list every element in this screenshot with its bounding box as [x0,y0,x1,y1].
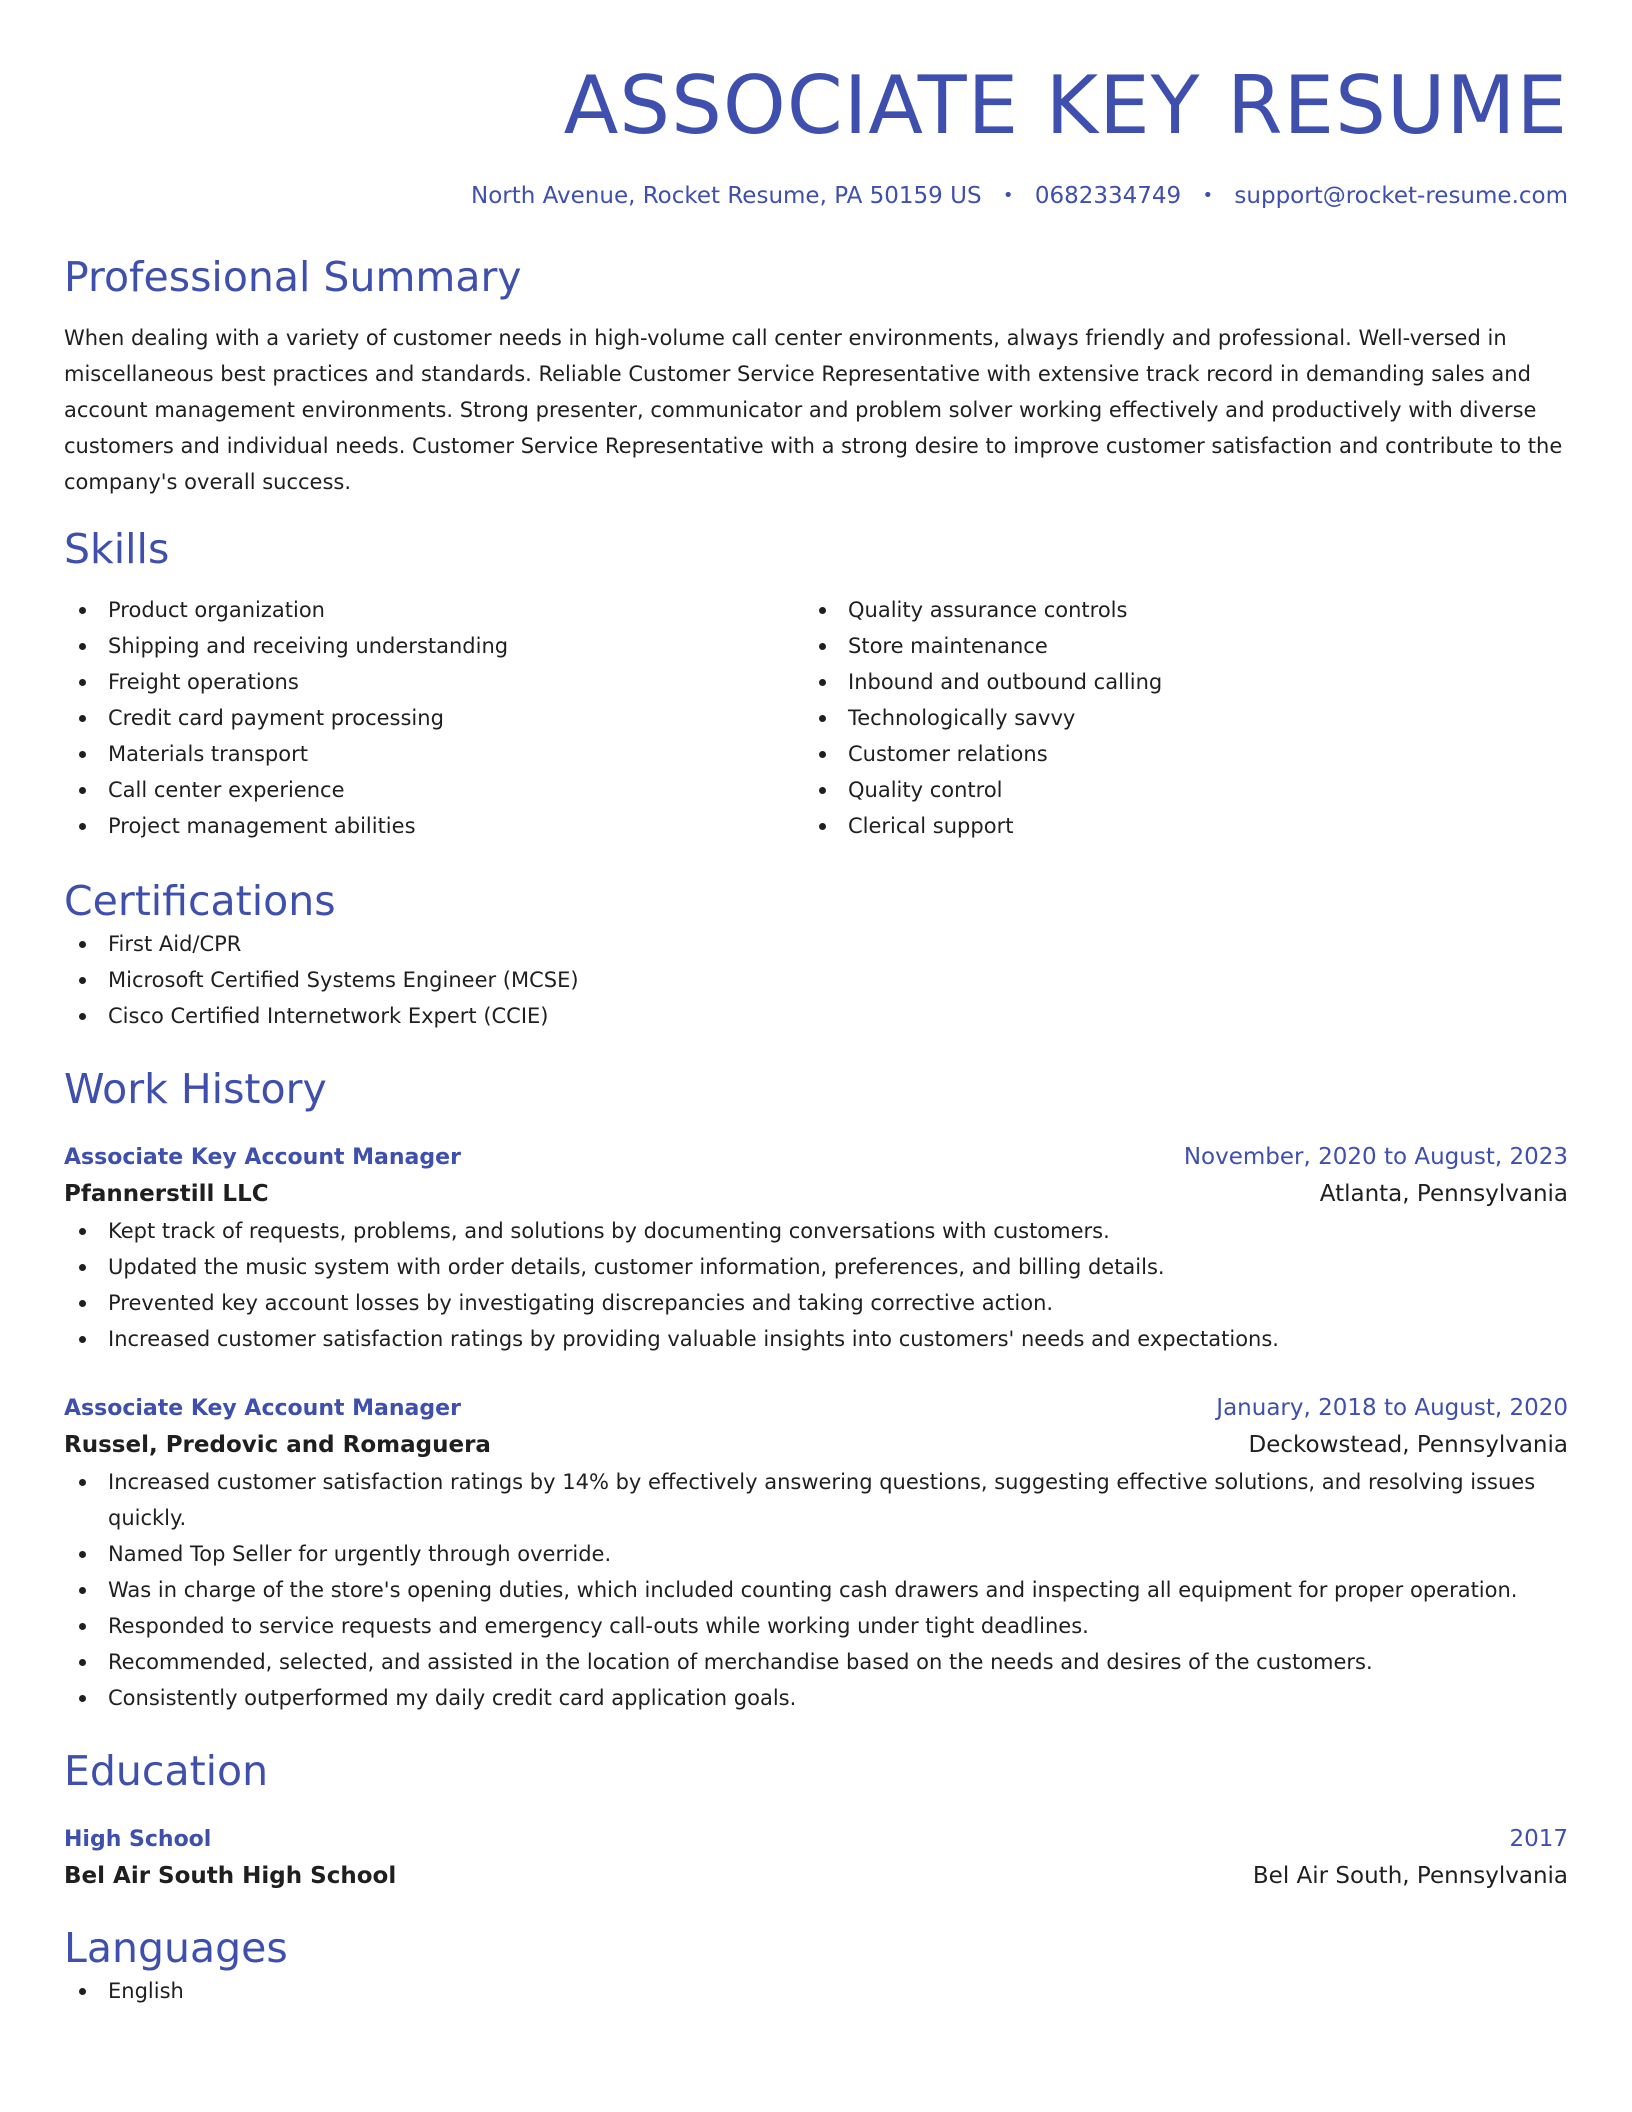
job-dates: November, 2020 to August, 2023 [1183,1144,1568,1170]
skill-item: Technologically savvy [804,700,1544,736]
education-heading [64,1822,1568,1857]
skill-item: Freight operations [64,664,804,700]
skills-columns [64,592,1568,844]
education-subheading [64,1857,1568,1895]
certification-item: Cisco Certified Internetwork Expert (CCIE) [64,998,1568,1034]
school-location: Bel Air South, Pennsylvania [1252,1863,1568,1889]
skill-item: Clerical support [804,808,1544,844]
work-entry-subheading [64,1175,1568,1213]
job-location: Atlanta, Pennsylvania [1319,1181,1568,1207]
skill-item: Credit card payment processing [64,700,804,736]
resume-header [64,54,1568,212]
job-title: Associate Key Account Manager [64,1145,461,1170]
candidate-name: ASSOCIATE KEY RESUME [563,59,1568,152]
skill-item: Quality assurance controls [804,592,1544,628]
job-bullet: Increased customer satisfaction ratings by 14% by effectively answering questions, suggesting effective solutions, and resolving issues quickly. [64,1464,1568,1536]
section-title-skills: Skills [64,525,170,573]
school-name: Bel Air South High School [64,1863,397,1889]
skill-item: Inbound and outbound calling [804,664,1544,700]
skill-item: Materials transport [64,736,804,772]
job-bullet: Prevented key account losses by investigating discrepancies and taking corrective action. [64,1285,1568,1321]
certifications-list [64,926,1568,1034]
skill-item: Product organization [64,592,804,628]
work-entry-subheading [64,1426,1568,1464]
work-entry-heading [64,1140,1568,1175]
section-title-languages: Languages [64,1924,288,1972]
job-bullet: Was in charge of the store's opening duties, which included counting cash drawers and inspecting all equipment for proper operation. [64,1572,1568,1608]
contact-email: support@rocket-resume.com [1234,183,1568,209]
section-title-work-history: Work History [64,1065,327,1113]
section-title-summary: Professional Summary [64,253,522,301]
language-item: English [64,1973,1568,2009]
job-bullet: Updated the music system with order details, customer information, preferences, and billing details. [64,1249,1568,1285]
section-title-certifications: Certifications [64,877,336,925]
section-title-education: Education [64,1747,269,1795]
contact-separator: • [1202,185,1214,206]
job-bullet: Increased customer satisfaction ratings by providing valuable insights into customers' needs and expectations. [64,1321,1568,1357]
skills-list-right [804,592,1544,844]
skill-item: Shipping and receiving understanding [64,628,804,664]
education-entry [64,1822,1568,1895]
job-title: Associate Key Account Manager [64,1396,461,1421]
job-bullet: Responded to service requests and emergency call-outs while working under tight deadlines. [64,1608,1568,1644]
degree: High School [64,1827,212,1852]
skill-item: Quality control [804,772,1544,808]
certification-item: Microsoft Certified Systems Engineer (MCSE) [64,962,1568,998]
job-dates: January, 2018 to August, 2020 [1216,1395,1568,1421]
work-entry-heading [64,1391,1568,1426]
skill-item: Customer relations [804,736,1544,772]
job-bullets [64,1464,1568,1716]
job-bullet: Named Top Seller for urgently through override. [64,1536,1568,1572]
languages-list [64,1973,1568,2009]
job-bullet: Recommended, selected, and assisted in the location of merchandise based on the needs and desires of the customers. [64,1644,1568,1680]
job-bullet: Consistently outperformed my daily credit card application goals. [64,1680,1568,1716]
job-bullets [64,1213,1568,1357]
skill-item: Call center experience [64,772,804,808]
summary-text: When dealing with a variety of customer needs in high-volume call center environments, always friendly and professional. Well-versed in miscellaneous best practices and standards. Reliable Customer Service Representative with extensive track record in demanding sales and account management environments. Strong presenter, communicator and problem solver working effectively and productively with diverse customers and individual needs. Customer Service Representative with a strong desire to improve customer satisfaction and contribute to the company's overall success. [64,326,1563,494]
company-name: Pfannerstill LLC [64,1181,269,1207]
contact-phone: 0682334749 [1034,183,1182,209]
contact-line [64,180,1568,212]
certification-item: First Aid/CPR [64,926,1568,962]
job-location: Deckowstead, Pennsylvania [1248,1432,1568,1458]
skill-item: Store maintenance [804,628,1544,664]
contact-separator: • [1002,185,1014,206]
graduation-year: 2017 [1509,1826,1568,1852]
contact-address: North Avenue, Rocket Resume, PA 50159 US [471,183,982,209]
work-entry [64,1140,1568,1357]
company-name: Russel, Predovic and Romaguera [64,1432,491,1458]
skill-item: Project management abilities [64,808,804,844]
skills-list-left [64,592,804,844]
work-entry [64,1391,1568,1716]
job-bullet: Kept track of requests, problems, and solutions by documenting conversations with customers. [64,1213,1568,1249]
